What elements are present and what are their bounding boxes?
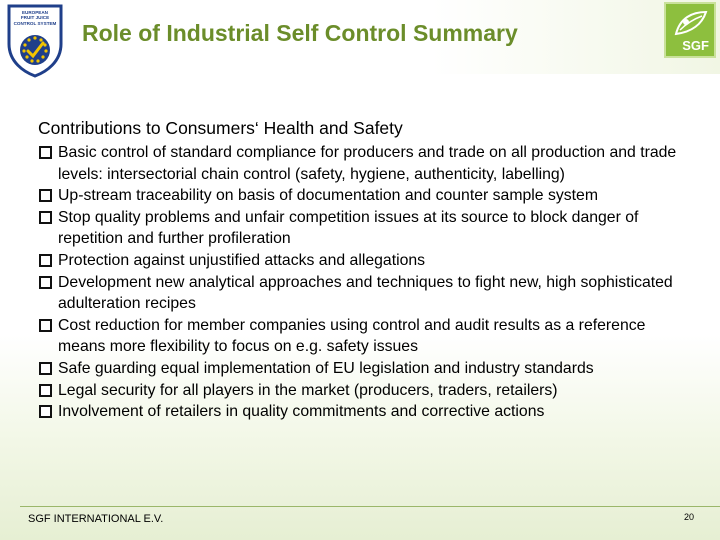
footer-divider xyxy=(20,506,720,507)
list-item xyxy=(38,272,678,315)
list-item xyxy=(38,250,678,272)
list-item xyxy=(38,207,678,250)
square-bullet-icon xyxy=(39,405,52,418)
square-bullet-icon xyxy=(39,189,52,202)
list-item xyxy=(38,380,678,402)
list-item-text: Legal security for all players in the market (producers, traders, retailers) xyxy=(58,381,558,399)
list-item-text: Stop quality problems and unfair competition issues at its source to block danger of repetition and further profileration xyxy=(58,208,639,248)
sgf-logo-text: SGF xyxy=(682,38,709,53)
logo-text-line: FRUIT JUICE xyxy=(20,15,50,21)
bullet-list xyxy=(38,142,678,423)
list-item-text: Involvement of retailers in quality commitments and corrective actions xyxy=(58,403,545,421)
footer-organization: SGF INTERNATIONAL E.V. xyxy=(28,513,164,525)
list-item-text: Cost reduction for member companies using control and audit results as a reference means more flexibility to focus on e.g. safety issues xyxy=(58,316,646,356)
square-bullet-icon xyxy=(39,254,52,267)
section-subtitle: Contributions to Consumers‘ Health and Safety xyxy=(38,118,403,138)
page-number: 20 xyxy=(684,512,695,522)
sgf-leaf-logo-icon xyxy=(670,8,710,38)
sgf-logo xyxy=(664,2,716,58)
square-bullet-icon xyxy=(39,319,52,332)
list-item xyxy=(38,315,678,358)
list-item-text: Development new analytical approaches and techniques to fight new, high sophisticated adulteration recipes xyxy=(58,273,673,313)
list-item-text: Safe guarding equal implementation of EU legislation and industry standards xyxy=(58,359,594,377)
list-item xyxy=(38,185,678,207)
list-item-text: Basic control of standard compliance for producers and trade on all production and trade levels: intersectorial chain control (safety, hygiene, authenticity, labelling) xyxy=(58,144,677,183)
square-bullet-icon xyxy=(39,362,52,375)
square-bullet-icon xyxy=(39,384,52,397)
list-item-text: Up-stream traceability on basis of documentation and counter sample system xyxy=(58,187,598,205)
efjcs-logo-text xyxy=(12,10,58,26)
logo-text-line: CONTROL SYSTEM xyxy=(13,20,57,26)
list-item xyxy=(38,401,678,423)
square-bullet-icon xyxy=(39,276,52,289)
logo-text-line: EUROPEAN xyxy=(21,10,49,15)
list-item xyxy=(38,142,678,185)
page-title: Role of Industrial Self Control Summary xyxy=(82,20,518,46)
list-item-text: Protection against unjustified attacks and allegations xyxy=(58,251,426,269)
list-item xyxy=(38,358,678,380)
square-bullet-icon xyxy=(39,211,52,224)
square-bullet-icon xyxy=(39,146,52,159)
